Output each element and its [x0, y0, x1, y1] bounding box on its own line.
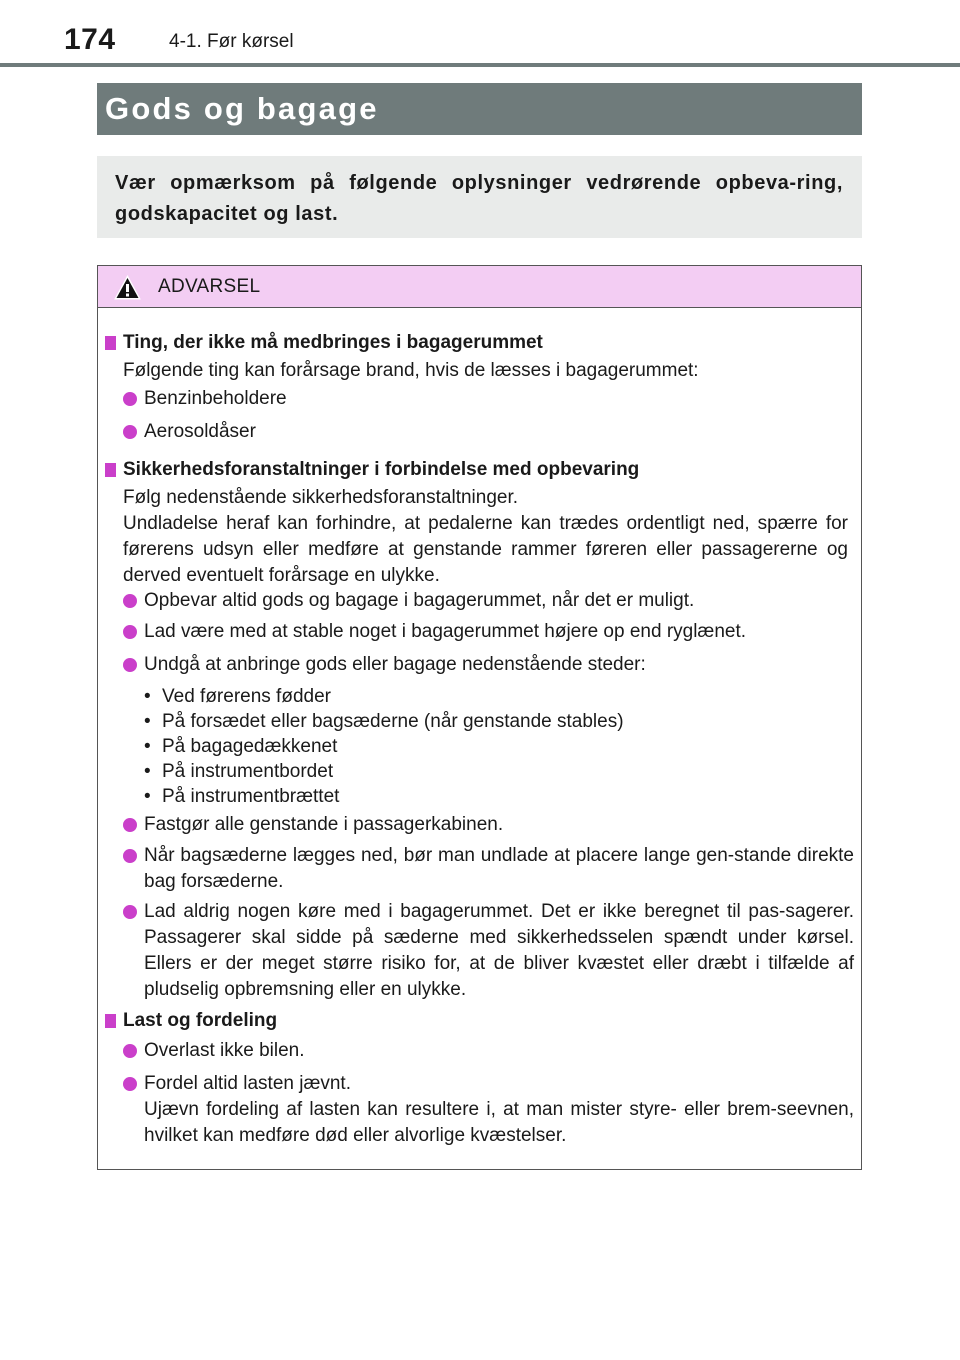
list-item-paragraph: Ujævn fordeling af lasten kan resultere i, at man mister styre- eller brem-seevnen, hvilket kan medføre død eller alvorlige kvæstelser. — [144, 1099, 854, 1146]
round-bullet-icon — [123, 625, 137, 639]
subitem-bullet: • — [144, 711, 151, 732]
list-item: Når bagsæderne lægges ned, bør man undlade at placere lange gen-stande direkte bag forsæderne. — [144, 845, 854, 892]
warning-header — [98, 266, 861, 308]
list-item: Overlast ikke bilen. — [144, 1040, 305, 1061]
square-bullet-icon — [105, 1014, 116, 1028]
round-bullet-icon — [123, 1077, 137, 1091]
warning-box — [97, 265, 862, 1170]
sub-list-item: Ved førerens fødder — [162, 686, 331, 707]
subitem-bullet: • — [144, 686, 151, 707]
round-bullet-icon — [123, 1044, 137, 1058]
header-rule — [0, 63, 960, 67]
round-bullet-icon — [123, 818, 137, 832]
square-bullet-icon — [105, 463, 116, 477]
section-paragraph: Undladelse heraf kan forhindre, at pedalerne kan trædes ordentligt ned, spærre for førerens udsyn eller medføre at genstande rammer føreren eller passagererne og derved eventuelt forårsage en ulykke. — [123, 513, 848, 586]
round-bullet-icon — [123, 392, 137, 406]
intro-box — [97, 156, 862, 238]
page-number: 174 — [64, 23, 116, 56]
subitem-bullet: • — [144, 786, 151, 807]
list-item: Lad aldrig nogen køre med i bagagerummet. Det er ikke beregnet til pas-sagerer. Passagerer skal sidde på sæderne med sikkerhedsselen spændt under kørsel. Ellers er der meget større risiko for, at de bliver kvæstet eller dræbt i tilfælde af pludselig opbremsning eller en ulykke. — [144, 901, 854, 1000]
list-item: Lad være med at stable noget i bagagerummet højere op end ryglænet. — [144, 621, 747, 642]
title-bar — [97, 83, 862, 135]
list-item: Undgå at anbringe gods eller bagage nedenstående steder: — [144, 654, 646, 675]
list-item: Benzinbeholdere — [144, 388, 287, 409]
list-item: Aerosoldåser — [144, 421, 256, 442]
section-heading: Sikkerhedsforanstaltninger i forbindelse med opbevaring — [123, 459, 640, 480]
list-item: Fastgør alle genstande i passagerkabinen. — [144, 814, 504, 835]
sub-list-item: På bagagedækkenet — [162, 736, 338, 757]
section-label: 4-1. Før kørsel — [169, 31, 294, 52]
square-bullet-icon — [105, 336, 116, 350]
subitem-bullet: • — [144, 736, 151, 757]
page-title: Gods og bagage — [105, 91, 379, 126]
section-heading: Ting, der ikke må medbringes i bagagerummet — [123, 332, 543, 353]
list-item: Opbevar altid gods og bagage i bagagerummet, når det er muligt. — [144, 590, 695, 611]
section-text: Følgende ting kan forårsage brand, hvis de læsses i bagagerummet: — [123, 360, 699, 381]
sub-list-item: På instrumentbordet — [162, 761, 334, 782]
sub-list-item: På instrumentbrættet — [162, 786, 340, 807]
section-text: Følg nedenstående sikkerhedsforanstaltninger. — [123, 487, 519, 508]
section-heading: Last og fordeling — [123, 1010, 278, 1031]
warning-label: ADVARSEL — [158, 276, 261, 297]
sub-list-item: På forsædet eller bagsæderne (når genstande stables) — [162, 711, 624, 732]
warning-triangle-icon — [114, 275, 141, 300]
round-bullet-icon — [123, 849, 137, 863]
intro-text: Vær opmærksom på følgende oplysninger vedrørende opbeva-ring, godskapacitet og last. — [115, 172, 843, 225]
subitem-bullet: • — [144, 761, 151, 782]
round-bullet-icon — [123, 905, 137, 919]
round-bullet-icon — [123, 594, 137, 608]
list-item: Fordel altid lasten jævnt. — [144, 1073, 351, 1094]
round-bullet-icon — [123, 425, 137, 439]
round-bullet-icon — [123, 658, 137, 672]
